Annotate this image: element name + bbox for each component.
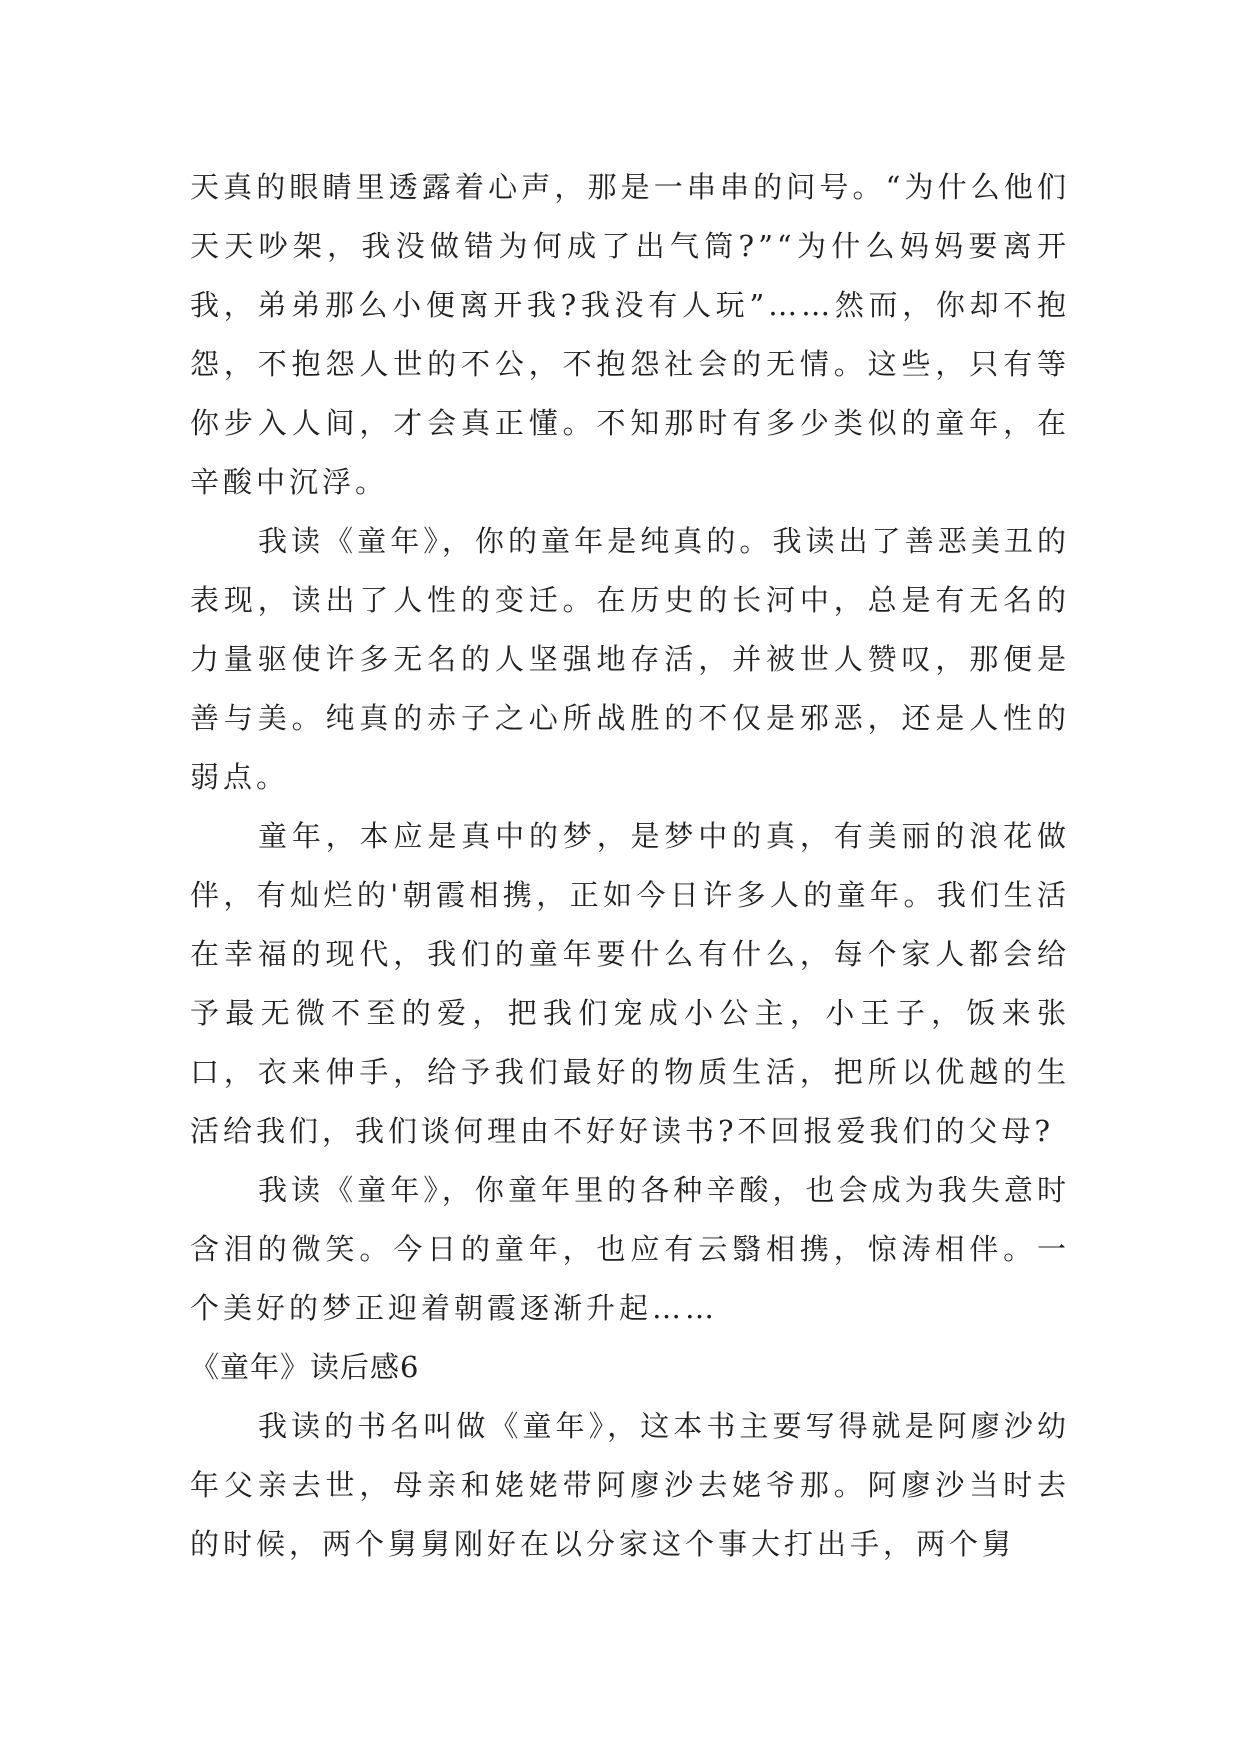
paragraph-1: 天真的眼睛里透露着心声，那是一串串的问号。“为什么他们天天吵架，我没做错为何成了出气筒?”“为什么妈妈要离开我，弟弟那么小便离开我?我没有人玩”……然而，你却不抱怨，不抱怨人世的不公，不抱怨社会的无情。这些，只有等你步入人间，才会真正懂。不知那时有多少类似的童年，在辛酸中沉浮。 — [190, 170, 1070, 499]
paragraph-5: 我读的书名叫做《童年》，这本书主要写得就是阿廖沙幼年父亲去世，母亲和姥姥带阿廖沙去姥爷那。阿廖沙当时去的时候，两个舅舅刚好在以分家这个事大打出手，两个舅 — [190, 1409, 1070, 1561]
document-body — [190, 158, 1070, 1574]
section-heading: 《童年》读后感6 — [190, 1350, 420, 1384]
paragraph-2: 我读《童年》，你的童年是纯真的。我读出了善恶美丑的表现，读出了人性的变迁。在历史的长河中，总是有无名的力量驱使许多无名的人坚强地存活，并被世人赞叹，那便是善与美。纯真的赤子之心所战胜的不仅是邪恶，还是人性的弱点。 — [190, 524, 1070, 794]
paragraph-3: 童年，本应是真中的梦，是梦中的真，有美丽的浪花做伴，有灿烂的'朝霞相携，正如今日许多人的童年。我们生活在幸福的现代，我们的童年要什么有什么，每个家人都会给予最无微不至的爱，把我们宠成小公主，小王子，饭来张口，衣来伸手，给予我们最好的物质生活，把所以优越的生活给我们，我们谈何理由不好好读书?不回报爱我们的父母? — [190, 819, 1070, 1148]
paragraph-4: 我读《童年》，你童年里的各种辛酸，也会成为我失意时含泪的微笑。今日的童年，也应有云翳相携，惊涛相伴。一个美好的梦正迎着朝霞逐渐升起…… — [190, 1173, 1070, 1325]
